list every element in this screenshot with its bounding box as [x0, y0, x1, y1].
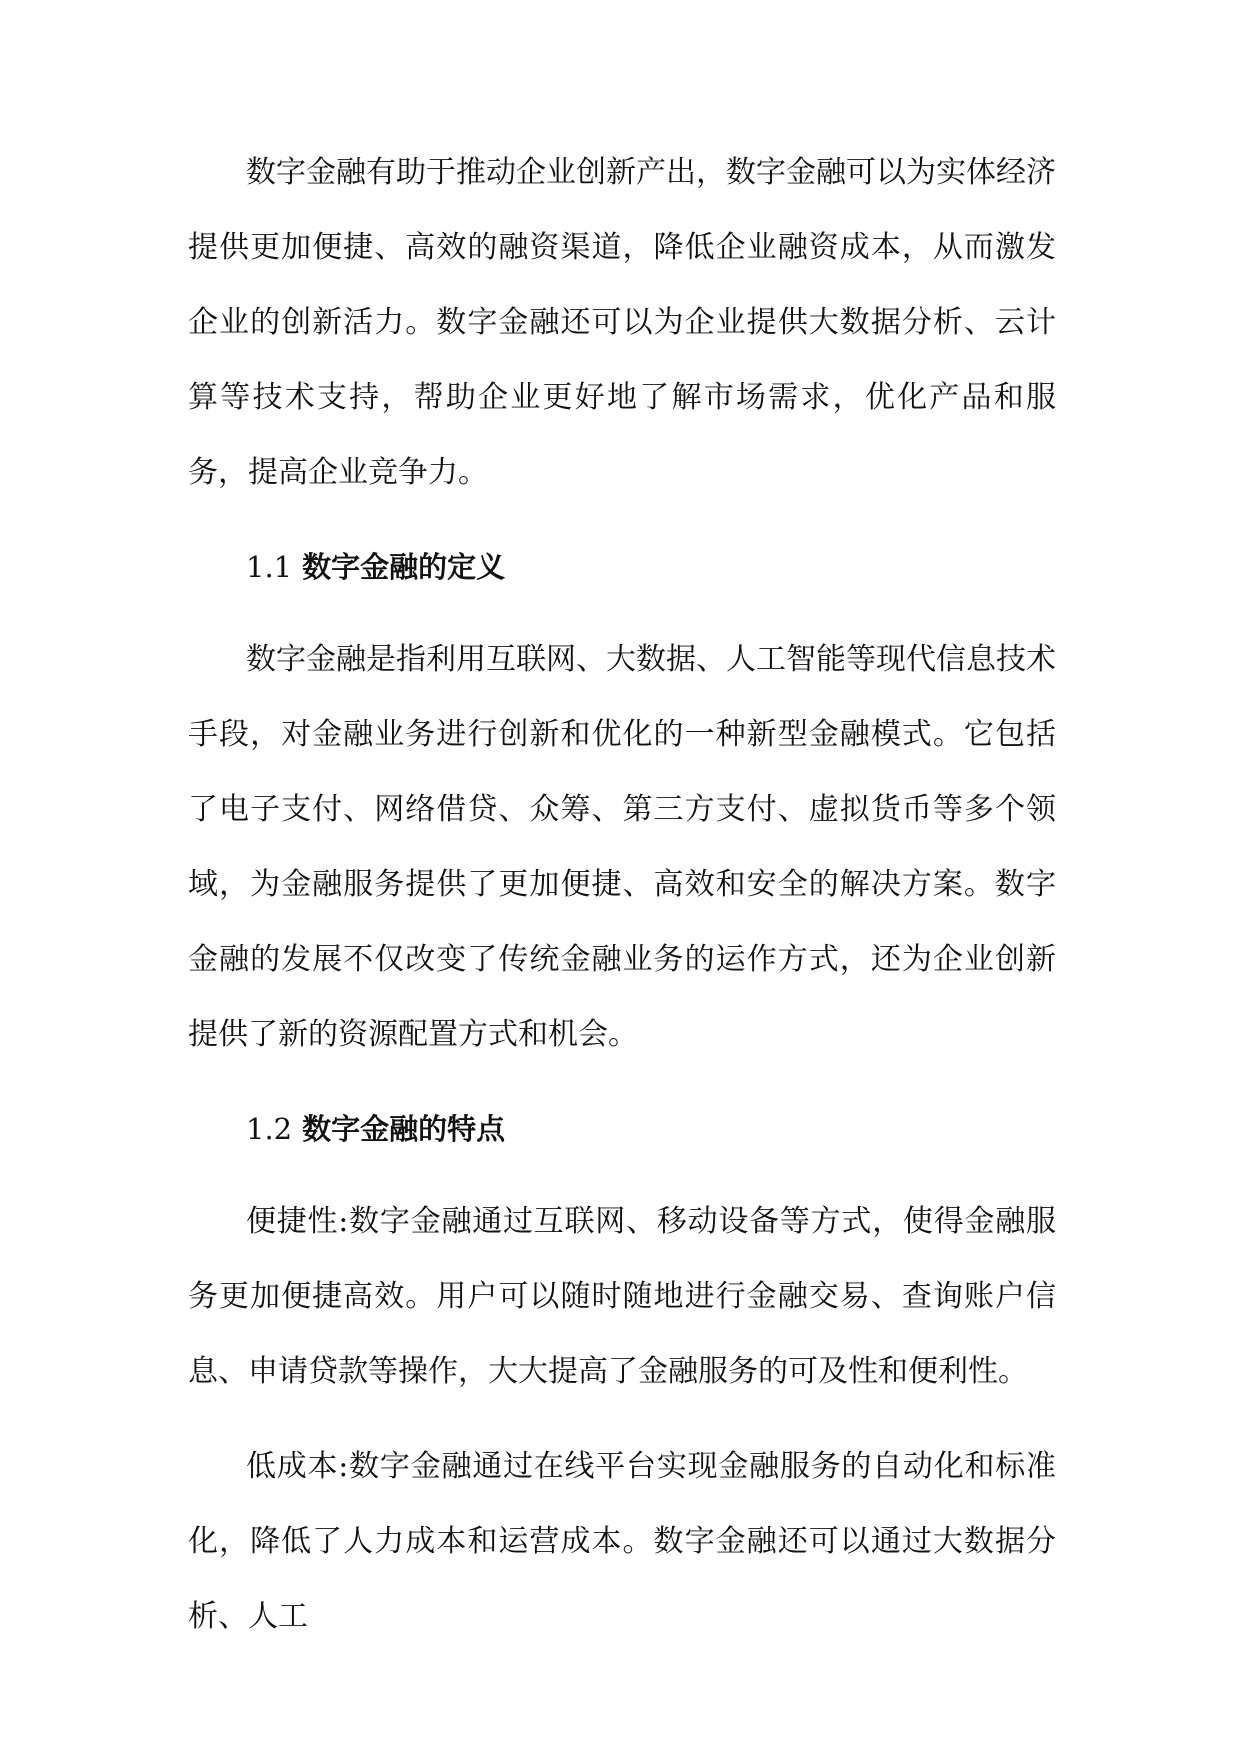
section-number: 1.1	[246, 550, 293, 584]
paragraph-convenience: 便捷性:数字金融通过互联网、移动设备等方式，使得金融服务更加便捷高效。用户可以随时随地进行金融交易、查询账户信息、申请贷款等操作，大大提高了金融服务的可及性和便利性。	[188, 1204, 1056, 1389]
paragraph-definition: 数字金融是指利用互联网、大数据、人工智能等现代信息技术手段，对金融业务进行创新和优化的一种新型金融模式。它包括了电子支付、网络借贷、众筹、第三方支付、虚拟货币等多个领域，为金融服务提供了更加便捷、高效和安全的解决方案。数字金融的发展不仅改变了传统金融业务的运作方式，还为企业创新提供了新的资源配置方式和机会。	[188, 642, 1056, 1052]
paragraph-low-cost: 低成本:数字金融通过在线平台实现金融服务的自动化和标准化，降低了人力成本和运营成本。数字金融还可以通过大数据分析、人工	[188, 1449, 1056, 1634]
document-body	[188, 135, 1056, 1674]
paragraph-intro: 数字金融有助于推动企业创新产出，数字金融可以为实体经济提供更加便捷、高效的融资渠道，降低企业融资成本，从而激发企业的创新活力。数字金融还可以为企业提供大数据分析、云计算等技术支持，帮助企业更好地了解市场需求，优化产品和服务，提高企业竞争力。	[188, 155, 1056, 490]
section-title: 数字金融的特点	[302, 1112, 506, 1146]
section-heading-1-1	[188, 530, 1056, 605]
section-title: 数字金融的定义	[302, 550, 506, 584]
section-heading-1-2	[188, 1092, 1056, 1167]
section-number: 1.2	[246, 1112, 293, 1146]
